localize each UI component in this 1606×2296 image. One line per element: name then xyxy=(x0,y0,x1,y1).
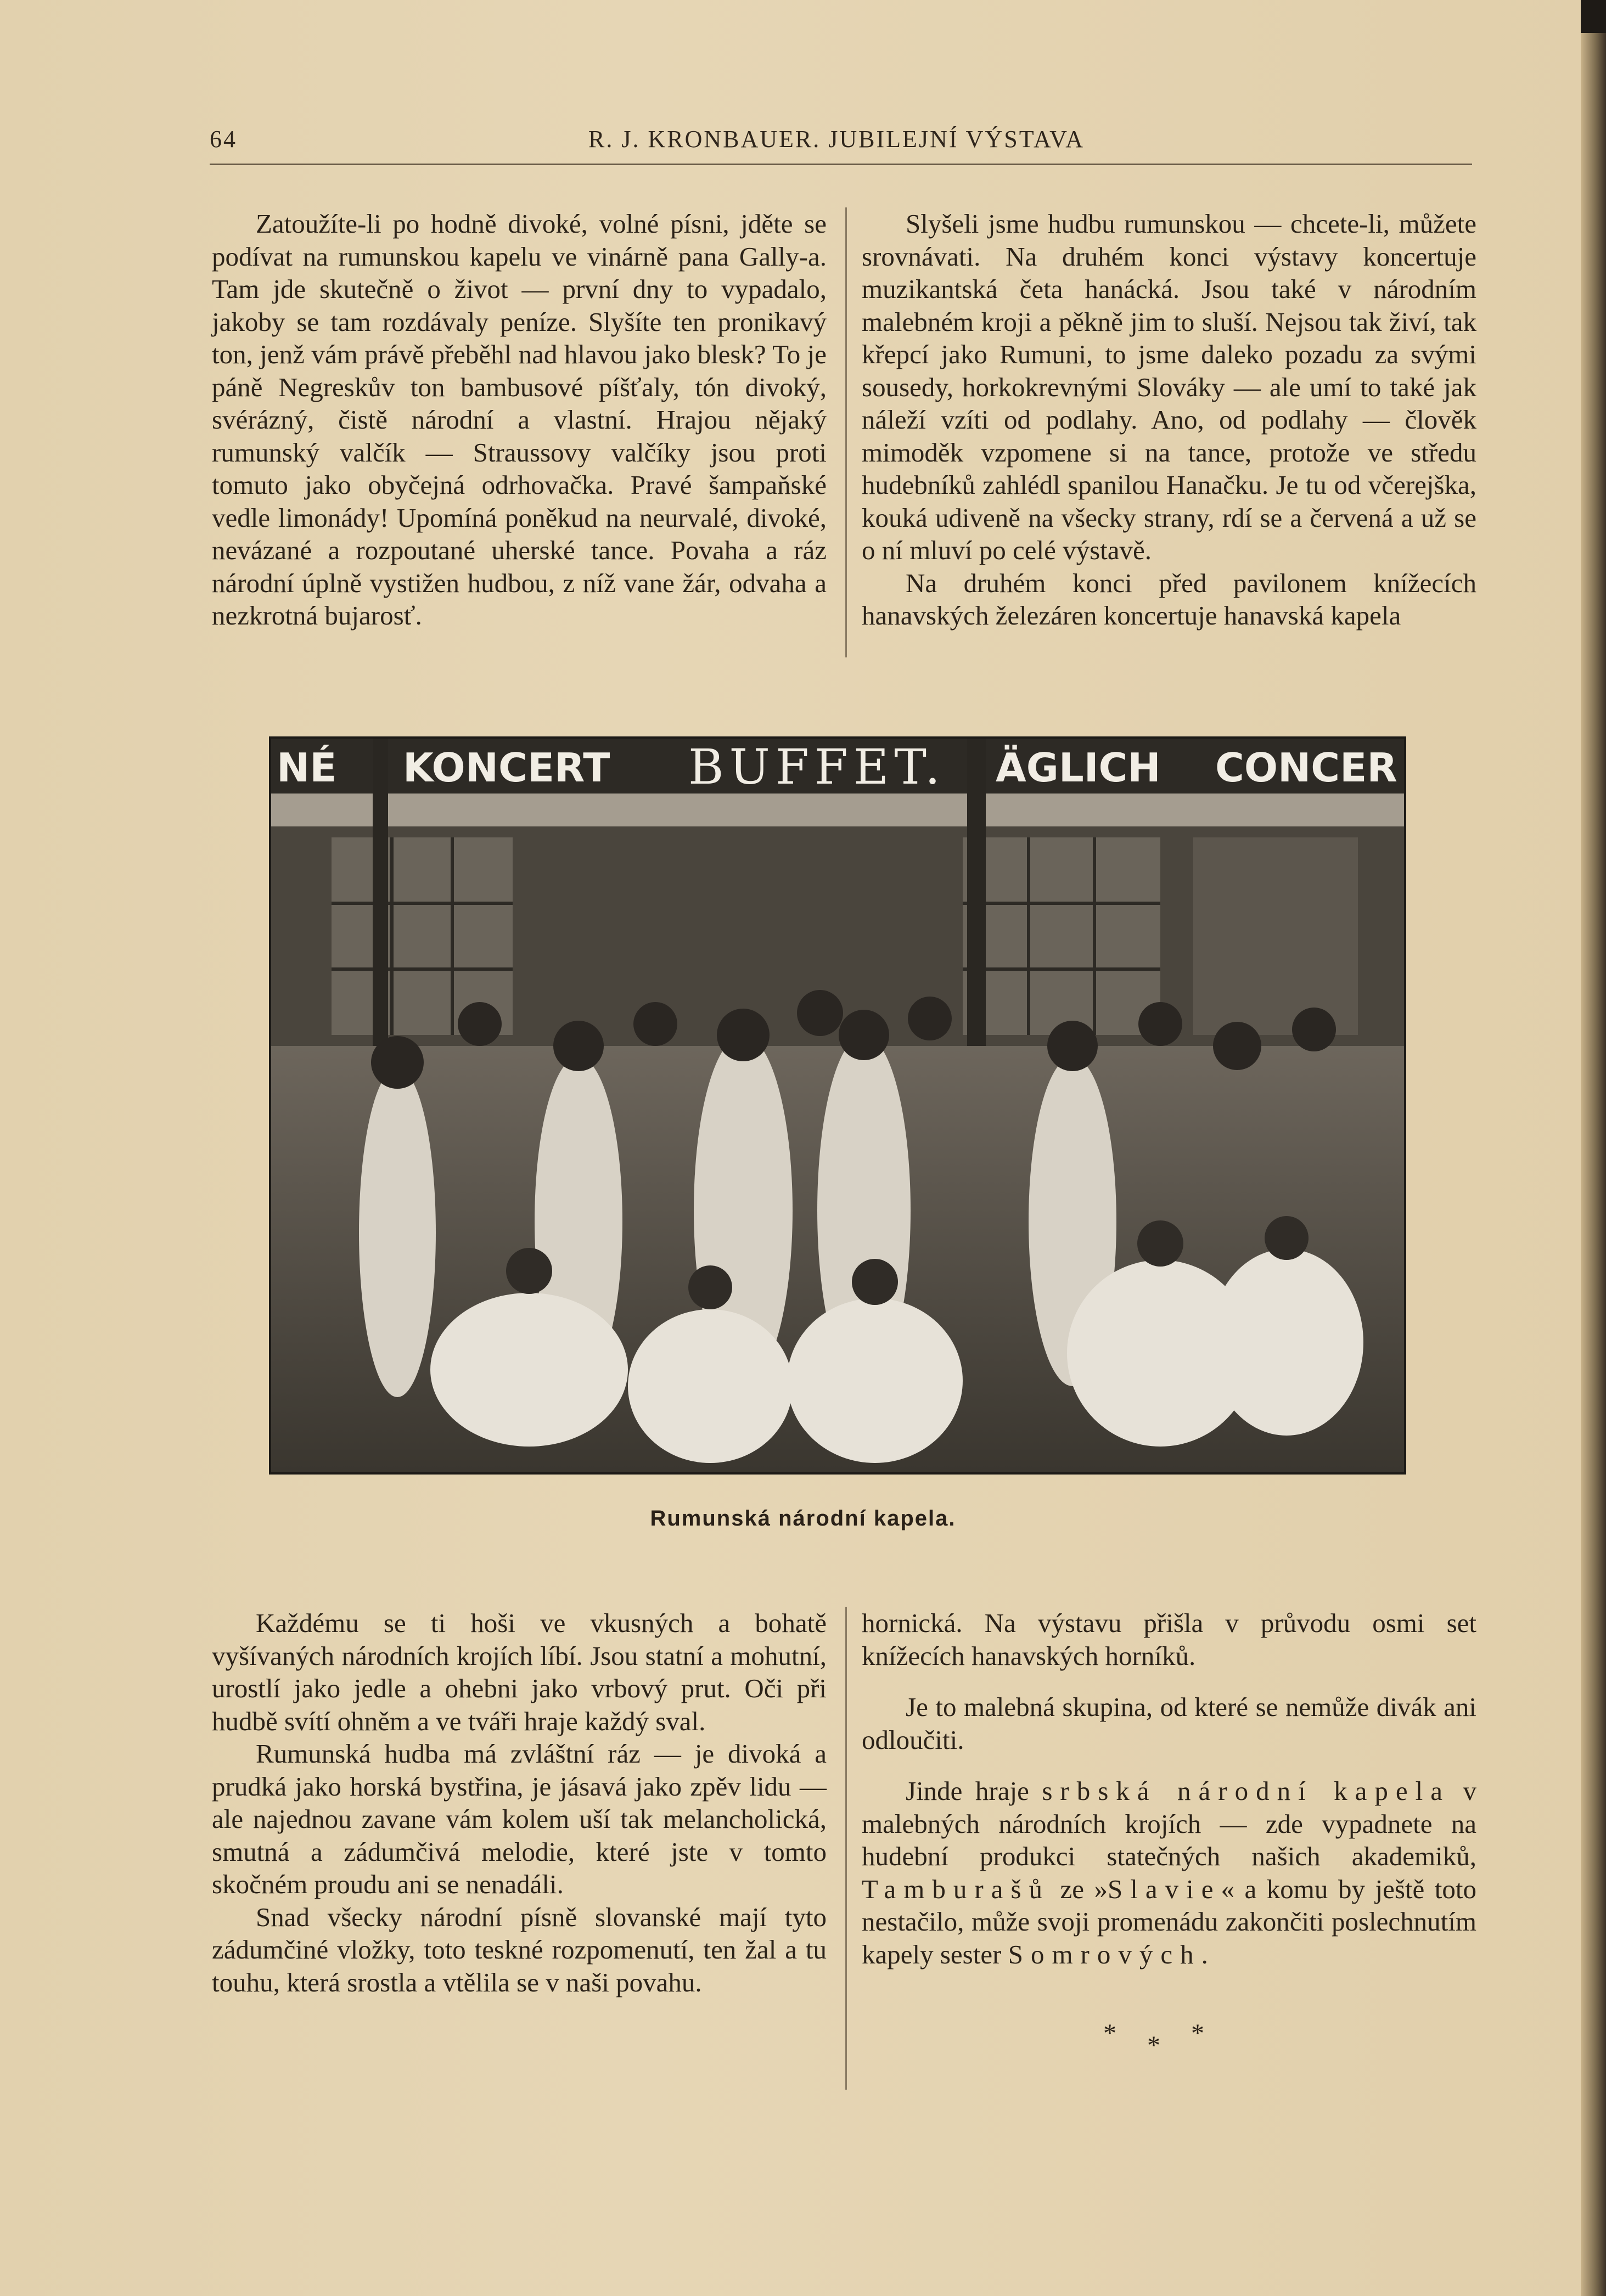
top-left-column xyxy=(212,207,827,632)
text-run: Jinde hraje xyxy=(906,1776,1042,1806)
paragraph: Každému se ti hoši ve vkusných a bohatě vyšívaných národních krojích líbí. Jsou statní a mohutní, urostlí jako jedle a ohebni jako vrbový prut. Oči při hudbě svítí ohněm a ve tváři hraje každý sval. xyxy=(212,1608,827,1736)
paragraph xyxy=(862,1775,1476,1971)
header-rule xyxy=(210,164,1472,165)
paragraph: Rumunská hudba má zvláštní ráz — je divoká a prudká jako horská bystřina, je jásavá jako zpěv lidu — ale najednou zavane vám kolem uší tak melancholická, smutná a zádumčivá melodie, které jste v tomto skočném proudu ani se nenadáli. xyxy=(212,1738,827,1899)
paragraph: Je to malebná skupina, od které se nemůže divák ani odloučiti. xyxy=(862,1692,1476,1755)
page-number: 64 xyxy=(210,126,237,153)
spaced-text: Slavie xyxy=(1108,1873,1221,1904)
bottom-right-column xyxy=(862,1607,1476,1971)
spaced-text: srbská národní kapela xyxy=(1042,1776,1451,1806)
paragraph: Na druhém konci před pavilonem knížecích hanavských železáren koncertuje hanavská kapela xyxy=(862,567,1476,631)
photo-illustration xyxy=(271,739,1404,1472)
spaced-text: Somrových xyxy=(1008,1939,1201,1969)
section-stars xyxy=(1103,2018,1224,2062)
text-run: v malebných národních krojích — zde vypadnete na hudební produkci statečných našich akademiků, xyxy=(862,1776,1477,1871)
spaced-text: Tamburašů xyxy=(862,1873,1051,1904)
text-run: ze » xyxy=(1050,1873,1108,1904)
text-run: « a komu by ještě toto nestačilo, může svoji promenádu zakončiti poslechnutím kapely sester xyxy=(862,1873,1476,1969)
book-spine-edge xyxy=(1581,0,1606,2296)
sign-text-3: BUFFET. xyxy=(688,739,946,795)
band-photograph xyxy=(269,736,1406,1475)
sign-text-4: ÄGLICH xyxy=(996,745,1161,791)
running-title: R. J. KRONBAUER. JUBILEJNÍ VÝSTAVA xyxy=(588,126,1085,153)
top-right-column xyxy=(862,207,1476,632)
corner-shadow xyxy=(1581,0,1606,33)
sign-text-2: KONCERT xyxy=(403,745,610,791)
text-run: . xyxy=(1201,1939,1208,1969)
column-divider-top xyxy=(845,207,847,657)
star: * xyxy=(1147,2031,1160,2060)
bottom-left-column xyxy=(212,1607,827,1999)
star: * xyxy=(1191,2019,1204,2048)
sign-text-5: CONCER xyxy=(1215,745,1397,791)
paragraph: Snad všecky národní písně slovanské mají tyto zádumčiné vložky, toto teskné rozpomenutí, ten žal a tu touhu, která srostla a vtělila se v naši povahu. xyxy=(212,1901,827,1997)
photo-caption: Rumunská národní kapela. xyxy=(650,1506,956,1530)
column-divider-bottom xyxy=(845,1607,847,2090)
running-header xyxy=(210,125,1472,164)
paragraph: hornická. Na výstavu přišla v průvodu osmi set knížecích hanavských horníků. xyxy=(862,1608,1476,1671)
paragraph: Zatoužíte-li po hodně divoké, volné písni, jděte se podívat na rumunskou kapelu ve vinárně pana Gally-a. Tam jde skutečně o život — první dny to vypadalo, jakoby se tam rozdávaly peníze. Slyšíte ten pronikavý ton, jenž vám právě přeběhl nad hlavou jako blesk? To je páně Negreskův ton bambusové píšťaly, tón divoký, svérázný, čistě národní a vlastní. Hrajou nějaký rumunský valčík — Straussovy valčíky jsou proti tomuto jako obyčejná odrhovačka. Pravé šampaňské vedle limonády! Upomíná poněkud na neurvalé, divoké, nevázané a rozpoutané uherské tance. Povaha a ráz národní úplně vystižen hudbou, z níž vane žár, odvaha a nezkrotná bujarosť. xyxy=(212,209,827,631)
paragraph: Slyšeli jsme hudbu rumunskou — chcete-li, můžete srovnávati. Na druhém konci výstavy koncertuje muzikantská četa hanácká. Jsou také v národním malebném kroji a pěkně jim to sluší. Nejsou tak živí, tak křepcí jako Rumuni, to jsme daleko pozadu za svými sousedy, horkokrevnými Slováky — ale umí to také jak náleží vzíti od podlahy. Ano, od podlahy — člověk mimoděk vzpomene si na tance, protože ve středu hudebníků zahlédl spanilou Hanačku. Je tu od včerejška, kouká udiveně na všecky strany, rdí se a červená a už se o ní mluví po celé výstavě. xyxy=(862,209,1476,565)
sign-text-1: NÉ xyxy=(277,745,337,791)
star: * xyxy=(1103,2019,1116,2048)
